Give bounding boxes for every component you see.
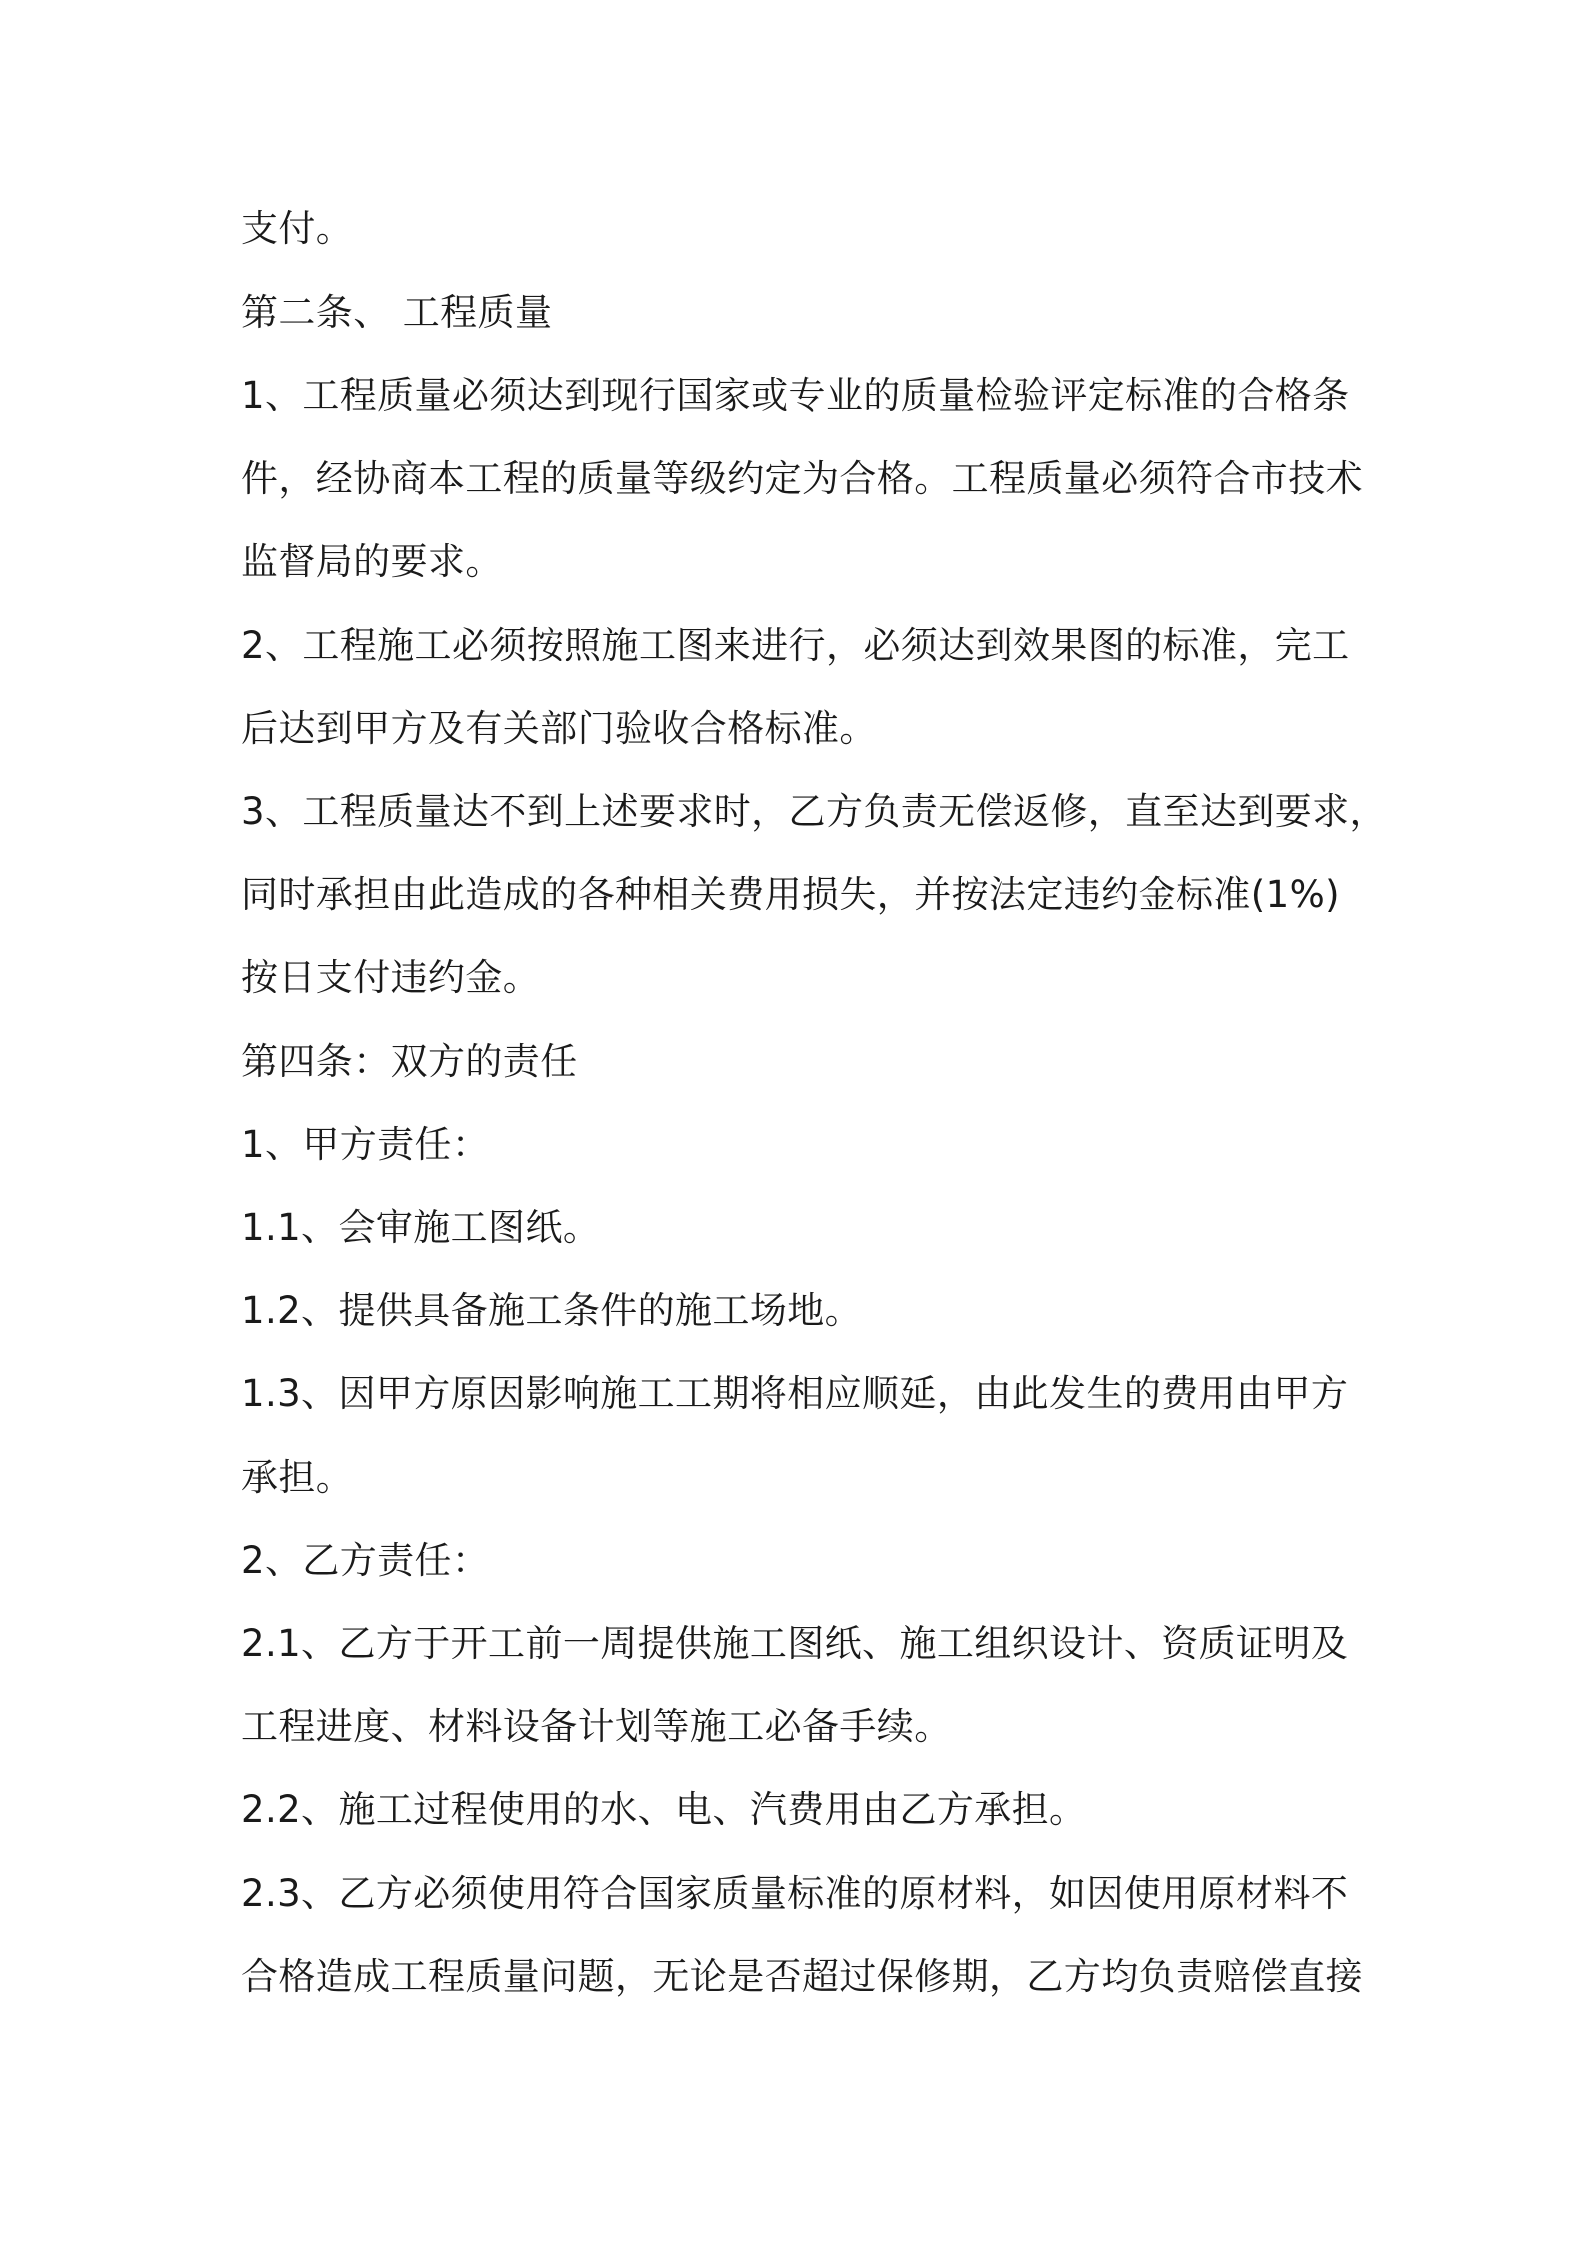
text-line: 同时承担由此造成的各种相关费用损失，并按法定违约金标准(1%)	[241, 873, 1340, 916]
text-line: 工程进度、材料设备计划等施工必备手续。	[241, 1705, 952, 1748]
text-line: 1.2、提供具备施工条件的施工场地。	[241, 1289, 863, 1332]
subsection-heading: 1、甲方责任：	[241, 1123, 490, 1166]
text-line: 2.2、施工过程使用的水、电、汽费用由乙方承担。	[241, 1788, 1087, 1831]
text-line: 1.1、会审施工图纸。	[241, 1206, 601, 1249]
section-heading: 第二条、 工程质量	[241, 291, 553, 334]
text-line: 件，经协商本工程的质量等级约定为合格。工程质量必须符合市技术	[241, 457, 1363, 500]
text-line: 支付。	[241, 207, 354, 250]
text-line: 合格造成工程质量问题，无论是否超过保修期，乙方均负责赔偿直接	[241, 1955, 1363, 1998]
text-line: 后达到甲方及有关部门验收合格标准。	[241, 707, 877, 750]
text-line: 2.1、乙方于开工前一周提供施工图纸、施工组织设计、资质证明及	[241, 1622, 1349, 1665]
text-line: 2.3、乙方必须使用符合国家质量标准的原材料，如因使用原材料不	[241, 1872, 1349, 1915]
section-heading: 第四条：双方的责任	[241, 1040, 578, 1083]
text-line: 按日支付违约金。	[241, 956, 541, 999]
subsection-heading: 2、乙方责任：	[241, 1539, 490, 1582]
text-line: 3、工程质量达不到上述要求时，乙方负责无偿返修，直至达到要求，	[241, 790, 1387, 833]
text-line: 1、工程质量必须达到现行国家或专业的质量检验评定标准的合格条	[241, 374, 1350, 417]
text-line: 承担。	[241, 1456, 354, 1499]
text-line: 监督局的要求。	[241, 540, 503, 583]
text-line: 1.3、因甲方原因影响施工工期将相应顺延，由此发生的费用由甲方	[241, 1372, 1349, 1415]
text-line: 2、工程施工必须按照施工图来进行，必须达到效果图的标准，完工	[241, 624, 1350, 667]
